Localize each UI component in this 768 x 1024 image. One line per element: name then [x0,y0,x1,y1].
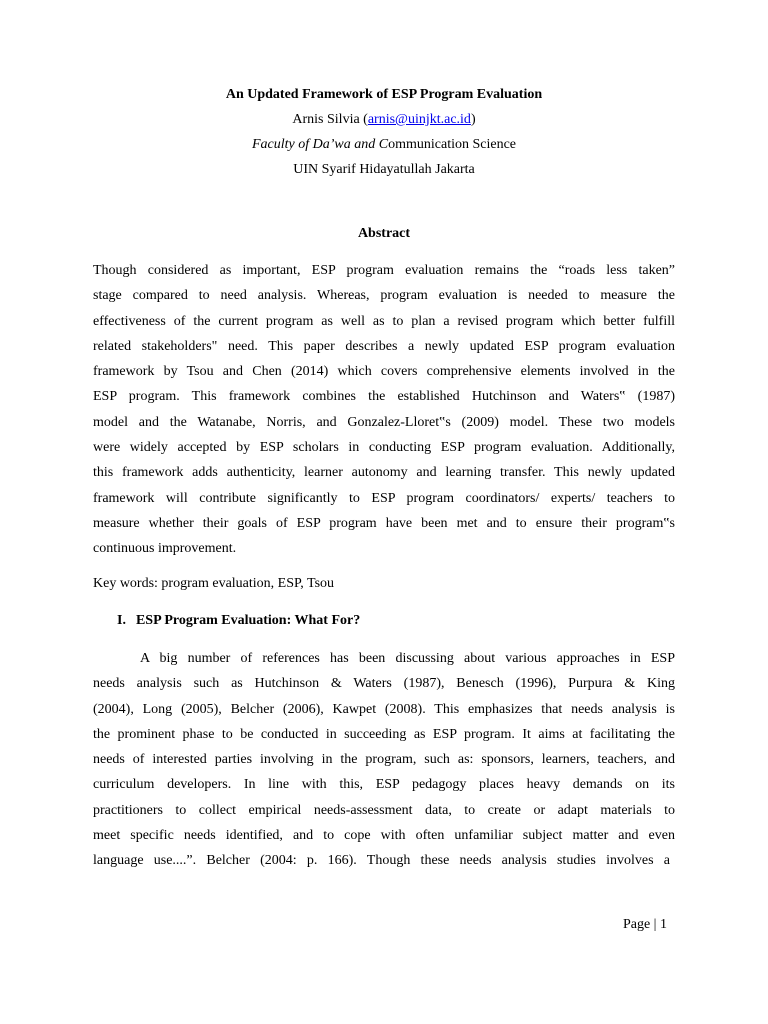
abstract-line: measure whether their goals of ESP program have been met and to ensure their program‟s [93,515,675,531]
abstract-line: Though considered as important, ESP program evaluation remains the “roads less taken” [93,263,675,278]
body-line: needs of interested parties involving in the program, such as: sponsors, learners, teachers, and [93,752,675,768]
abstract-line: effectiveness of the current program as well as to plan a revised program which better fulfill [93,313,675,329]
faculty-rest: ommunication Science [388,137,517,152]
author-name: Arnis Silvia ( [292,112,368,127]
section-body [93,646,675,874]
abstract-line: were widely accepted by ESP scholars in conducting ESP program evaluation. Additionally, [93,440,675,456]
abstract-line: framework by Tsou and Chen (2014) which covers comprehensive elements involved in the [93,364,675,380]
abstract-body [93,258,675,562]
body-line: curriculum developers. In line with this, ESP pedagogy places heavy demands on its [93,777,675,793]
faculty-line [0,136,768,154]
author-line [0,111,768,129]
body-line: A big number of references has been discussing about various approaches in ESP [140,651,675,666]
abstract-line: model and the Watanabe, Norris, and Gonzalez-Lloret‟s (2009) model. These two models [93,414,675,430]
body-line: meet specific needs identified, and to cope with often unfamiliar subject matter and even [93,828,675,844]
abstract-line: continuous improvement. [93,541,237,557]
body-line: (2004), Long (2005), Belcher (2006), Kawpet (2008). This emphasizes that needs analysis is [93,701,675,717]
body-line: needs analysis such as Hutchinson & Waters (1987), Benesch (1996), Purpura & King [93,676,675,692]
section-number: I. [117,613,126,628]
page-number: Page | 1 [622,917,667,932]
university-line: UIN Syarif Hidayatullah Jakarta [293,162,475,177]
paper-title: An Updated Framework of ESP Program Evaluation [225,87,543,102]
author-close: ) [470,112,476,127]
abstract-line: related stakeholders" need. This paper describes a newly updated ESP program evaluation [93,338,675,354]
abstract-line: this framework adds authenticity, learner autonomy and learning transfer. This newly updated [93,465,675,481]
body-line: practitioners to collect empirical needs-assessment data, to create or adapt materials to [93,802,675,818]
abstract-line: stage compared to need analysis. Whereas, program evaluation is needed to measure the [93,288,675,304]
author-email-link[interactable]: arnis@uinjkt.ac.id [367,112,471,127]
faculty-italic: Faculty of Da’wa and C [251,137,389,152]
body-line: language use....”. Belcher (2004: p. 166). Though these needs analysis studies involves a [93,853,670,869]
abstract-line: framework will contribute significantly to ESP program coordinators/ experts/ teachers to [93,490,675,506]
abstract-heading: Abstract [357,226,411,241]
body-line: the prominent phase to be conducted in succeeding as ESP program. It aims at facilitating the [93,726,675,742]
section-heading [117,612,360,630]
section-title: ESP Program Evaluation: What For? [135,613,361,628]
abstract-line: ESP program. This framework combines the established Hutchinson and Waters‟ (1987) [93,389,675,405]
keywords-line: Key words: program evaluation, ESP, Tsou [93,576,335,591]
